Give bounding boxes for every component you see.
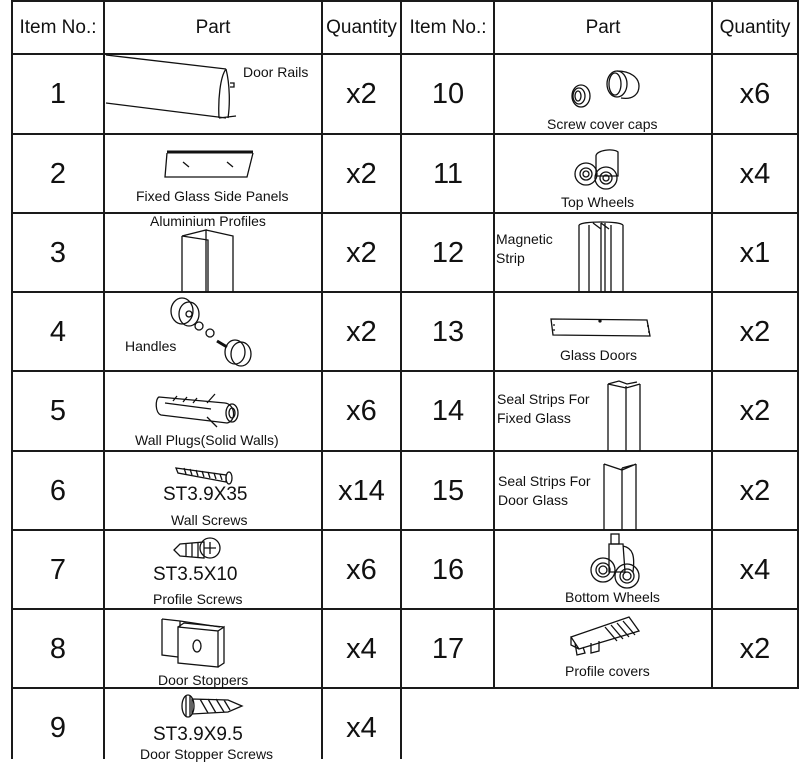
header-part-right: Part [585,16,621,38]
item-number: 12 [431,236,465,269]
seal-strip-icon [607,380,641,451]
part-name: Door Rails [243,64,309,80]
aluminium-profile-icon [181,228,236,292]
quantity: x2 [739,395,771,427]
item-number: 11 [432,157,464,190]
part-name: Glass Doors [560,347,638,363]
part-name: Aluminium Profiles [150,213,266,229]
glass-door-icon [551,317,653,339]
item-number: 3 [49,236,67,269]
quantity: x4 [346,711,377,744]
quantity: x2 [739,315,771,348]
part-name: Wall Plugs(Solid Walls) [135,432,279,448]
item-number: 8 [49,632,67,665]
profile-cover-icon [571,617,641,659]
item-number: 17 [431,632,465,665]
part-name-line-1: Magnetic [496,231,553,247]
quantity: x2 [346,236,377,269]
quantity: x2 [346,78,377,110]
quantity: x6 [739,78,771,110]
part-name-line-2: Fixed Glass [497,410,571,426]
screw-cap-icon [569,68,641,110]
item-number: 7 [49,553,67,586]
item-number: 16 [431,553,465,586]
part-name: Profile covers [565,663,650,679]
quantity: x2 [739,474,771,507]
item-number: 1 [49,78,67,110]
part-name: Screw cover caps [547,116,658,132]
bottom-wheel-icon [589,534,645,590]
header-item-no-left: Item No.: [19,16,97,38]
part-name: Top Wheels [561,194,635,210]
part-name: Wall Screws [171,512,248,528]
header-item-no-right: Item No.: [409,16,487,38]
item-number: 10 [431,78,465,110]
quantity: x14 [338,474,385,507]
part-name: Profile Screws [153,591,243,607]
profile-screw-icon [172,536,222,562]
quantity: x4 [739,553,771,586]
item-number: 4 [49,315,67,348]
header-quantity-right: Quantity [719,16,791,38]
quantity: x4 [346,632,377,665]
part-name: Door Stopper Screws [140,746,274,762]
item-number: 2 [49,157,67,190]
quantity: x6 [346,553,377,586]
quantity: x6 [346,395,377,427]
door-rail-icon [106,55,236,125]
part-code: ST3.5X10 [153,564,238,585]
wall-plug-icon [155,391,245,431]
part-name: Door Stoppers [158,672,249,688]
item-number: 9 [49,711,67,744]
handle-icon [167,296,255,366]
item-number: 13 [431,315,465,348]
header-quantity-left: Quantity [326,16,397,38]
part-code: ST3.9X35 [163,484,248,505]
part-name: Bottom Wheels [565,589,660,605]
quantity: x1 [739,236,771,269]
part-name-line-2: Door Glass [498,492,569,508]
item-number: 15 [431,474,465,507]
part-name: Fixed Glass Side Panels [136,188,289,204]
quantity: x2 [346,315,377,348]
quantity: x4 [739,157,771,190]
item-number: 5 [49,395,67,427]
glass-panel-icon [165,152,255,180]
quantity: x2 [346,157,377,190]
part-name: Handles [125,338,177,354]
door-stopper-icon [160,617,230,669]
seal-strip-icon [603,462,637,530]
part-code: ST3.9X9.5 [153,724,243,745]
part-name-line-1: Seal Strips For [498,473,591,489]
magnetic-strip-icon [579,221,625,292]
item-number: 14 [431,395,465,427]
top-wheel-icon [574,148,626,190]
quantity: x2 [739,632,771,665]
part-name-line-1: Seal Strips For [497,391,590,407]
part-name-line-2: Strip [496,250,525,266]
header-part-left: Part [195,16,231,38]
stopper-screw-icon [180,694,250,720]
wall-screw-icon [176,465,236,485]
item-number: 6 [49,474,67,507]
